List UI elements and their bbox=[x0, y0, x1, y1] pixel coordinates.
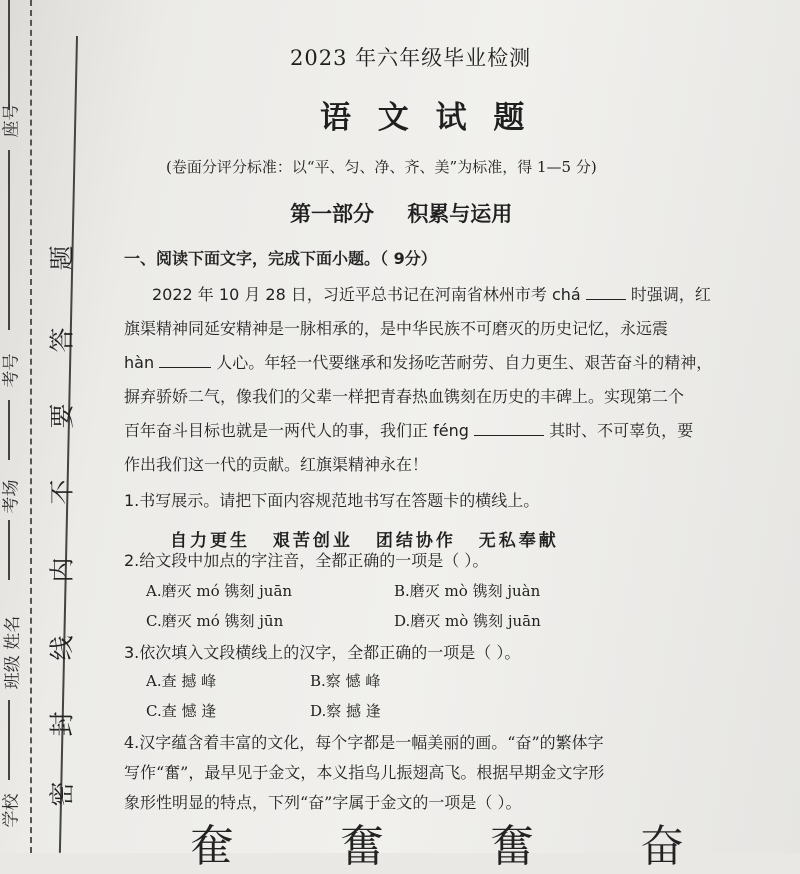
seal-char: 密 bbox=[47, 781, 77, 807]
exam-no-label: 考号 bbox=[1, 353, 22, 388]
phrase: 自力更生 bbox=[170, 531, 250, 551]
fill-blank-3[interactable] bbox=[474, 421, 544, 436]
exam-no-blank[interactable] bbox=[8, 150, 10, 330]
subject-title: 语 文 试 题 bbox=[320, 100, 533, 136]
class-name-label: 班级 姓名 bbox=[3, 615, 24, 690]
question-4: 4.汉字蕴含着丰富的文化，每个字都是一幅美丽的画。“奋”的繁体字 bbox=[124, 733, 604, 752]
option-c[interactable]: C.查 憾 逢 bbox=[146, 702, 217, 720]
part-title bbox=[290, 198, 538, 228]
exam-room-label: 考场 bbox=[1, 479, 22, 514]
passage-line: 摒弃骄娇二气，像我们的父辈一样把青春热血镌刻在历史的丰碑上。实现第二个 bbox=[124, 387, 685, 406]
option-b[interactable]: B.察 憾 峰 bbox=[310, 672, 381, 690]
option-a[interactable]: A.磨灭 mó 镌刻 juān bbox=[146, 582, 293, 600]
option-c[interactable]: C.磨灭 mó 镌刻 jūn bbox=[146, 612, 284, 630]
glyph-option-c[interactable]: 奮 bbox=[490, 821, 534, 872]
fill-blank-2[interactable] bbox=[159, 353, 211, 368]
seal-char: 不 bbox=[47, 479, 77, 505]
seal-char: 答 bbox=[47, 327, 77, 353]
phrase: 无私奉献 bbox=[478, 531, 559, 551]
section-heading: 一、阅读下面文字，完成下面小题。（ 9分） bbox=[124, 249, 437, 268]
question-3: 3.依次填入文段横线上的汉字，全都正确的一项是（ ）。 bbox=[124, 643, 521, 662]
part-number: 第一部分 bbox=[290, 201, 374, 226]
option-b[interactable]: B.磨灭 mò 镌刻 juàn bbox=[394, 582, 541, 600]
option-d[interactable]: D.察 撼 逢 bbox=[310, 702, 381, 720]
binding-margin bbox=[0, 0, 105, 853]
seal-char: 线 bbox=[47, 635, 77, 661]
passage-line: 旗渠精神同延安精神是一脉相承的，是中华民族不可磨灭的历史记忆，永远震 bbox=[124, 319, 669, 338]
question-4-line: 写作“奮”，最早见于金文，本义指鸟儿振翅高飞。根据早期金文字形 bbox=[124, 763, 605, 782]
seat-no-label: 座号 bbox=[1, 103, 22, 138]
glyph-option-d[interactable]: 奋 bbox=[640, 821, 684, 872]
seal-char: 内 bbox=[47, 557, 77, 583]
school-label: 学校 bbox=[1, 793, 22, 828]
seal-char: 题 bbox=[47, 245, 77, 271]
option-a[interactable]: A.查 撼 峰 bbox=[146, 672, 217, 690]
question-2: 2.给文段中加点的字注音，全都正确的一项是（ ）。 bbox=[124, 551, 489, 570]
cut-dashed-line bbox=[30, 0, 32, 853]
passage-line: hàn 人心。年轻一代要继承和发扬吃苦耐劳、自力更生、艰苦奋斗的精神， bbox=[124, 353, 713, 372]
glyph-option-a[interactable]: 奞 bbox=[190, 821, 234, 872]
fill-blank-1[interactable] bbox=[586, 285, 626, 300]
seal-char: 要 bbox=[47, 403, 77, 429]
glyph-option-b[interactable]: 奮 bbox=[340, 821, 384, 872]
passage-line: 百年奋斗目标也就是一两代人的事，我们正 féng 其时、不可辜负，要 bbox=[124, 421, 694, 440]
part-name: 积累与运用 bbox=[407, 201, 513, 226]
option-d[interactable]: D.磨灭 mò 镌刻 juān bbox=[394, 612, 541, 630]
name-blank[interactable] bbox=[8, 520, 10, 580]
exam-title: 2023 年六年级毕业检测 bbox=[290, 46, 532, 70]
exam-room-blank[interactable] bbox=[8, 400, 10, 460]
seat-no-blank[interactable] bbox=[8, 0, 10, 110]
question-1: 1.书写展示。请把下面内容规范地书写在答题卡的横线上。 bbox=[124, 491, 540, 510]
exam-content bbox=[110, 0, 800, 872]
question-4-line: 象形性明显的特点，下列“奋”字属于金文的一项是（ ）。 bbox=[124, 793, 522, 812]
phrase: 艰苦创业 bbox=[272, 531, 353, 551]
scoring-note: (卷面分评分标准：以“平、匀、净、齐、美”为标准，得 1—5 分) bbox=[166, 158, 597, 176]
seal-char: 封 bbox=[47, 711, 77, 737]
school-blank[interactable] bbox=[8, 700, 10, 780]
phrase: 团结协作 bbox=[375, 531, 456, 551]
glyph-options bbox=[180, 810, 740, 870]
passage-line: 2022 年 10 月 28 日，习近平总书记在河南省林州市考 chá 时强调，红 bbox=[152, 285, 711, 304]
passage-line: 作出我们这一代的贡献。红旗渠精神永在！ bbox=[124, 455, 429, 474]
